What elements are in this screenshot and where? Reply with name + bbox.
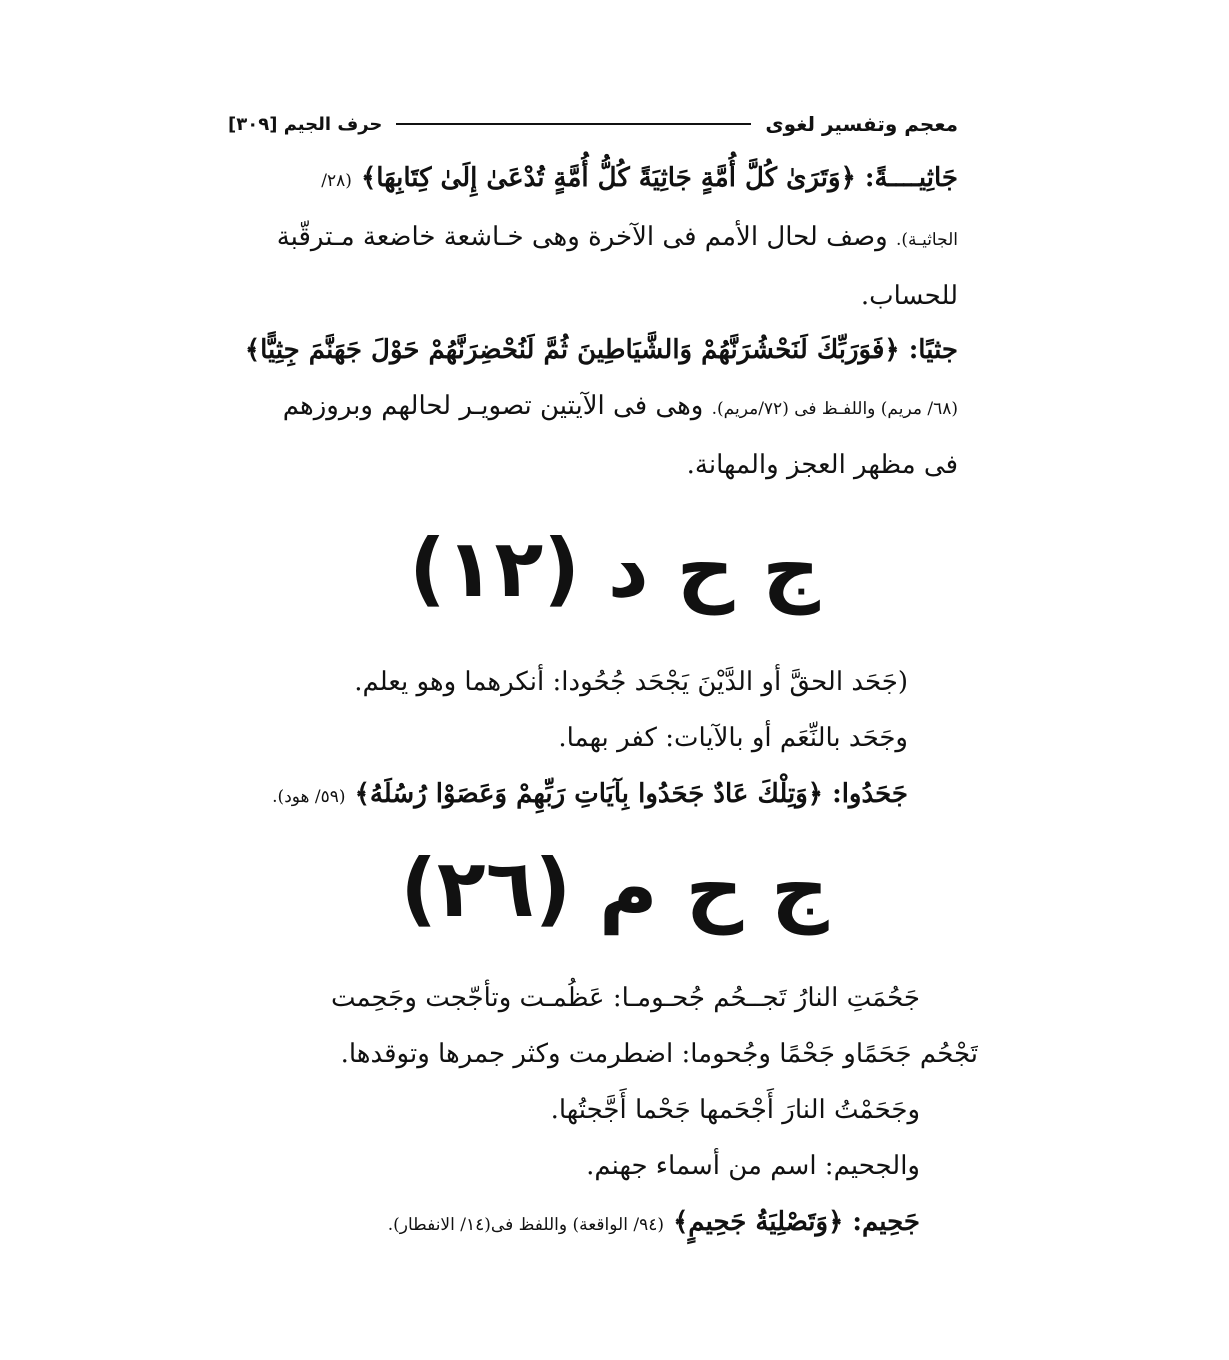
root-heading-jhd: ج ح د (١٢) <box>409 522 820 615</box>
entry-jathiya <box>226 150 958 324</box>
header-rule <box>396 123 751 125</box>
entry-line: جَحُمَتِ النارُ تَجــحُم جُحـومـا: عَظُمـت وتأجّجت وجَحِمت <box>330 983 920 1013</box>
root-heading-jhm: ج ح م (٢٦) <box>400 842 829 935</box>
entry-jhm <box>244 970 978 1253</box>
entry-line: وجَحَد بالنِّعَم أو بالآيات: كفر بهما. <box>558 723 908 753</box>
verse-ref: (٢٨/ <box>321 171 352 191</box>
quran-quote: ﴿فَوَرَبِّكَ لَنَحْشُرَنَّهُمْ وَالشَّيَاطِينَ ثُمَّ لَنُحْضِرَنَّهُمْ حَوْلَ جَهَنَّمَ جِثِيًّا﴾ <box>244 335 900 365</box>
entry-term: جثيًا: <box>908 335 958 365</box>
section-label: حرف الجيم [٣٠٩] <box>228 113 383 135</box>
entry-line: (جَحَد الحقَّ أو الدَّيْنَ يَجْحَد جُحُودا: أنكرهما وهو يعلم. <box>354 667 908 697</box>
entry-line <box>226 209 958 268</box>
entry-line <box>262 766 908 825</box>
entry-term: جَحِيم: <box>852 1207 920 1237</box>
entry-jhd <box>262 654 908 825</box>
entry-line: تَجْحُم جَحَمًاو جَحْمًا وجُحوما: اضطرمت وكثر جمرها وتوقدها. <box>340 1039 978 1069</box>
verse-ref: (٦٨/ مريم) واللفـظ فى (٧٢/مريم). <box>711 399 958 419</box>
entry-line: فى مظهر العجز والمهانة. <box>686 450 958 480</box>
verse-ref: (٩٤/ الواقعة) واللفظ فى(١٤/ الانفطار). <box>387 1215 664 1235</box>
quran-quote: ﴿وَتَرَىٰ كُلَّ أُمَّةٍ جَاثِيَةً كُلُّ أُمَّةٍ تُدْعَىٰ إِلَىٰ كِتَابِهَا﴾ <box>360 163 856 193</box>
entry-jithiyya <box>226 322 958 493</box>
entry-text: وصف لحال الأمم فى الآخرة وهى خـاشعة خاضعة مـترقّبة <box>276 222 888 252</box>
verse-ref: الجاثيـة). <box>895 230 958 250</box>
entry-line <box>226 322 958 378</box>
quran-quote: ﴿وَتِلْكَ عَادٌ جَحَدُوا بِآيَاتِ رَبِّهِمْ وَعَصَوْا رُسُلَهُ﴾ <box>354 779 824 809</box>
entry-line: والجحيم: اسم من أسماء جهنم. <box>586 1151 920 1181</box>
quran-quote: ﴿وَتَصْلِيَةُ جَحِيمٍ﴾ <box>673 1207 844 1237</box>
entry-term: جَاثِيــــةً: <box>864 163 958 193</box>
entry-line <box>244 1194 978 1253</box>
entry-term: جَحَدُوا: <box>832 779 908 809</box>
entry-line <box>226 378 958 437</box>
entry-line: وجَحَمْتُ النارَ أَجْحَمها جَحْما أَجَّجتُها. <box>550 1095 920 1125</box>
page-header <box>228 108 958 140</box>
entry-text: وهى فى الآيتين تصويـر لحالهم وبروزهم <box>282 391 704 421</box>
verse-ref: (٥٩/ هود). <box>272 787 346 807</box>
entry-line: للحساب. <box>860 281 958 311</box>
book-title: معجم وتفسير لغوى <box>765 112 958 136</box>
entry-line <box>226 150 958 209</box>
